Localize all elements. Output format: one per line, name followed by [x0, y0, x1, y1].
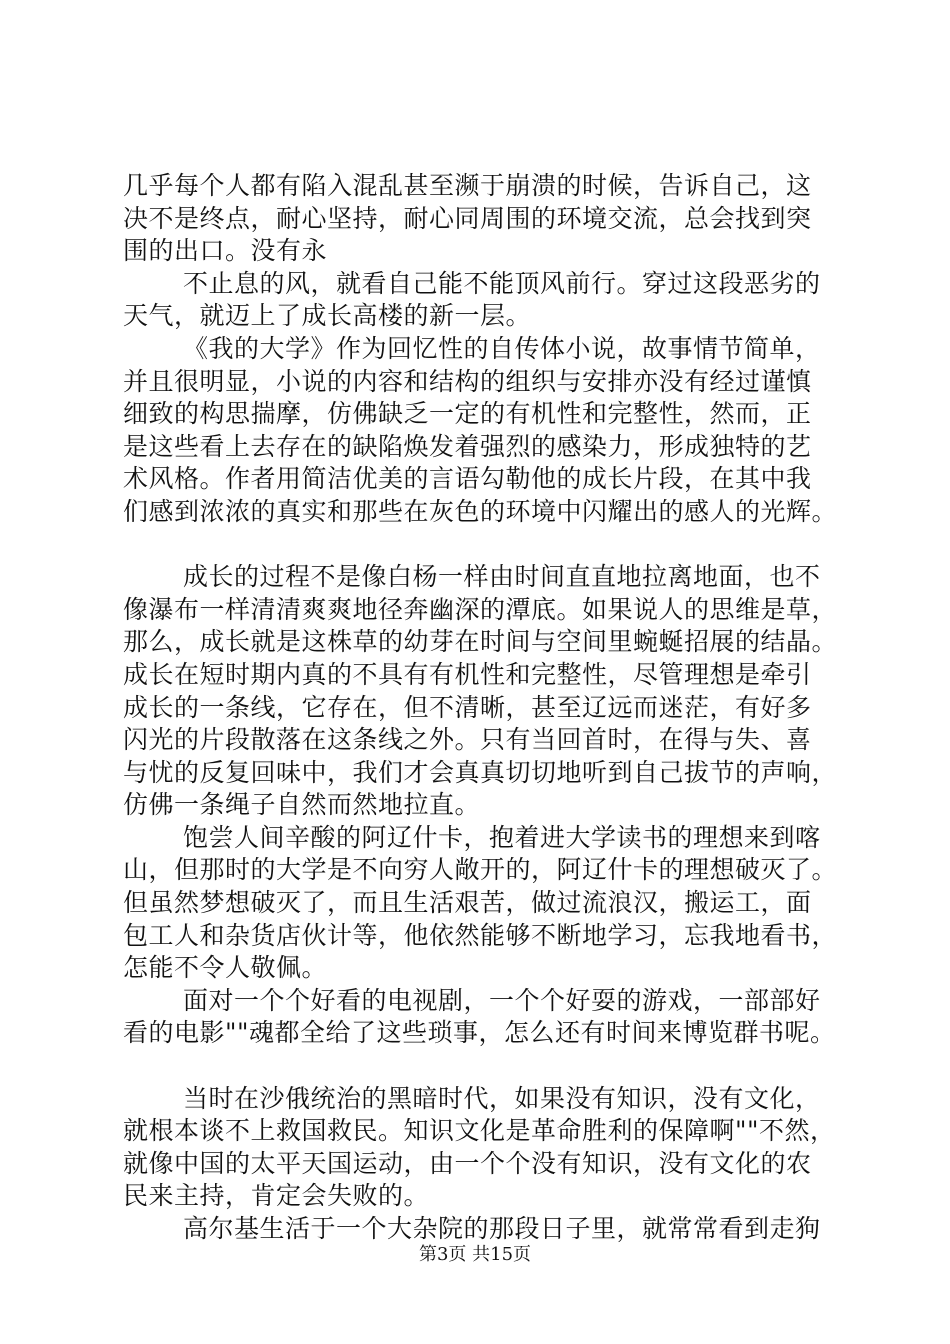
paragraph-gap	[123, 1050, 843, 1083]
text-line: 不止息的风，就看自己能不能顶风前行。穿过这段恶劣的	[183, 268, 821, 298]
text-line: 就根本谈不上救国救民。知识文化是革命胜利的保障啊""不然，	[123, 1116, 836, 1146]
body-text	[123, 170, 843, 1246]
text-line: 看的电影""魂都全给了这些琐事，怎么还有时间来博览群书呢。	[123, 1018, 836, 1048]
text-line: 仿佛一条绳子自然而然地拉直。	[123, 790, 481, 820]
text-line: 像瀑布一样清清爽爽地径奔幽深的潭底。如果说人的思维是草，	[123, 594, 838, 624]
text-line: 成长在短时期内真的不具有有机性和完整性，尽管理想是牵引	[123, 659, 812, 689]
text-line: 决不是终点，耐心坚持，耐心同周围的环境交流，总会找到突	[123, 203, 812, 233]
text-line: 们感到浓浓的真实和那些在灰色的环境中闪耀出的感人的光辉。	[123, 496, 838, 526]
text-line: 就像中国的太平天国运动，由一个个没有知识，没有文化的农	[123, 1148, 812, 1178]
text-line: 民来主持，肯定会失败的。	[123, 1181, 430, 1211]
text-line: 细致的构思揣摩，仿佛缺乏一定的有机性和完整性，然而，正	[123, 399, 812, 429]
text-line: 成长的过程不是像白杨一样由时间直直地拉离地面，也不	[183, 562, 821, 592]
text-line: 山，但那时的大学是不向穷人敞开的，阿辽什卡的理想破灭了。	[123, 855, 838, 885]
text-line: 高尔基生活于一个大杂院的那段日子里，就常常看到走狗	[183, 1214, 821, 1243]
text-line: 但虽然梦想破灭了，而且生活艰苦，做过流浪汉，搬运工，面	[123, 888, 812, 918]
text-line: 《我的大学》作为回忆性的自传体小说，故事情节简单，	[183, 333, 821, 363]
text-line: 几乎每个人都有陷入混乱甚至濒于崩溃的时候，告诉自己，这	[123, 171, 812, 200]
text-line: 围的出口。没有永	[123, 236, 328, 266]
text-line: 饱尝人间辛酸的阿辽什卡，抱着进大学读书的理想来到喀	[183, 822, 821, 852]
text-line: 当时在沙俄统治的黑暗时代，如果没有知识，没有文化，	[183, 1083, 821, 1113]
text-line: 天气，就迈上了成长高楼的新一层。	[123, 301, 532, 331]
text-line: 怎能不令人敬佩。	[123, 953, 328, 983]
text-line: 是这些看上去存在的缺陷焕发着强烈的感染力，形成独特的艺	[123, 431, 812, 461]
text-line: 那么，成长就是这株草的幼芽在时间与空间里蜿蜒招展的结晶。	[123, 627, 838, 657]
text-line: 成长的一条线，它存在，但不清晰，甚至辽远而迷茫，有好多	[123, 692, 812, 722]
text-line: 与忧的反复回味中，我们才会真真切切地听到自己拔节的声响，	[123, 757, 838, 787]
text-line: 面对一个个好看的电视剧，一个个好耍的游戏，一部部好	[183, 985, 821, 1015]
text-line: 并且很明显，小说的内容和结构的组织与安排亦没有经过谨慎	[123, 366, 812, 396]
page-number-footer: 第3页 共15页	[418, 1244, 532, 1265]
text-line: 术风格。作者用简洁优美的言语勾勒他的成长片段，在其中我	[123, 464, 812, 494]
text-line: 闪光的片段散落在这条线之外。只有当回首时，在得与失、喜	[123, 725, 812, 755]
text-line: 包工人和杂货店伙计等，他依然能够不断地学习，忘我地看书，	[123, 920, 838, 950]
paragraph-gap	[123, 529, 843, 562]
